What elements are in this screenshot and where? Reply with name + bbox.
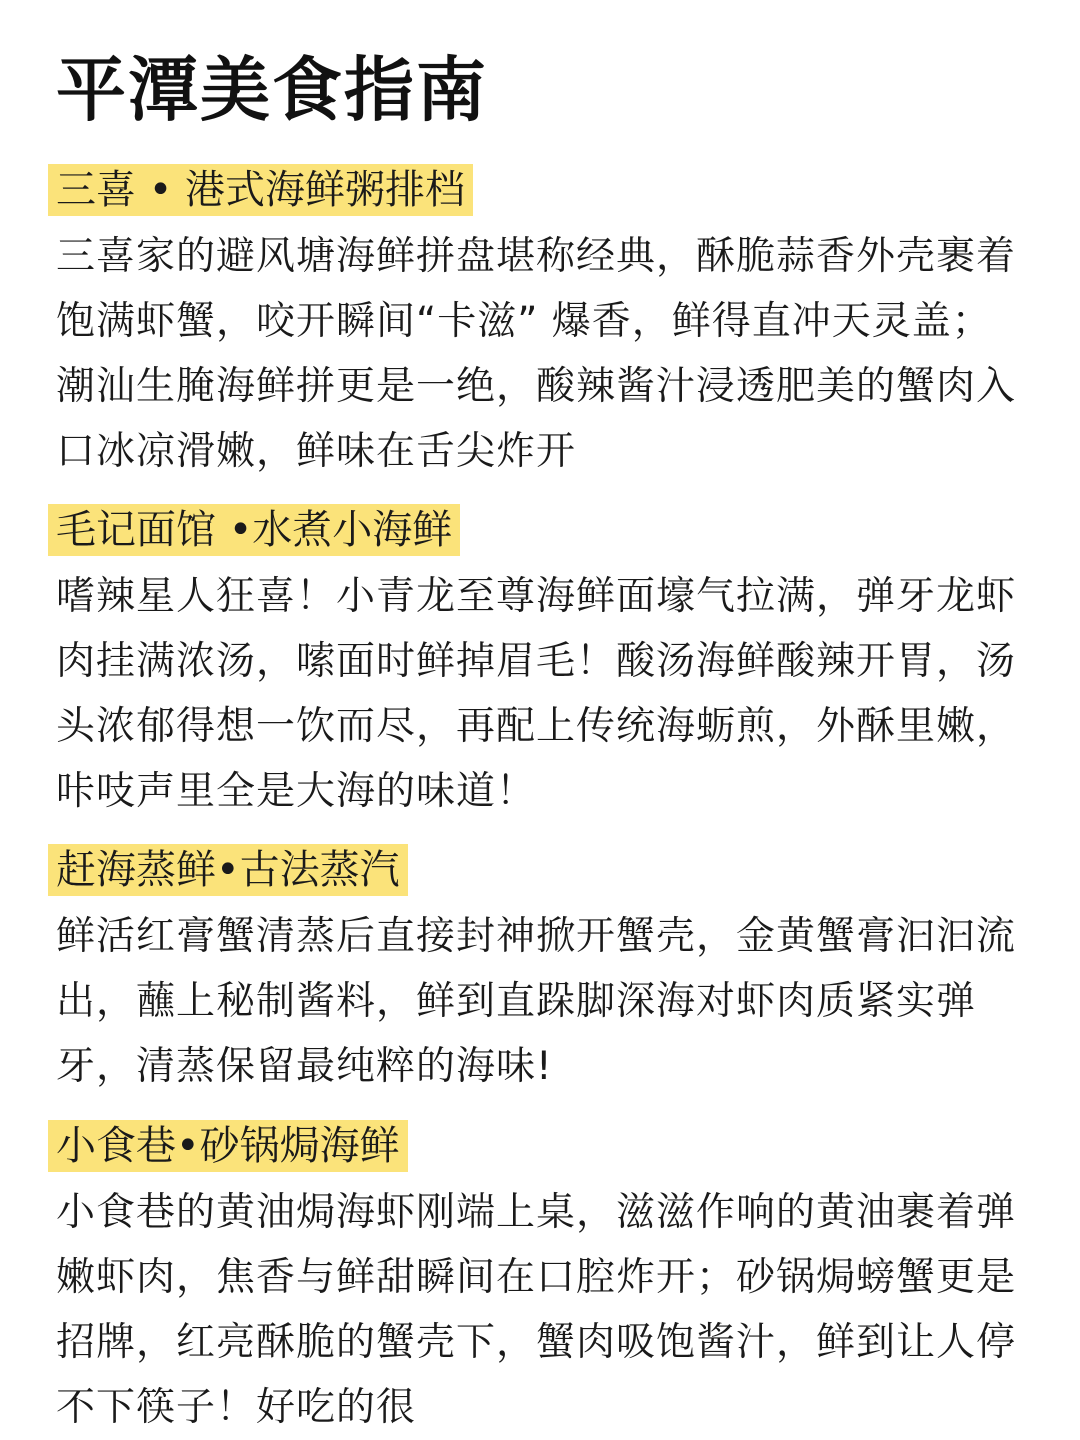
section-body-xiaoshixiang: 小食巷的黄油焗海虾刚端上桌，滋滋作响的黄油裹着弹嫩虾肉，焦香与鲜甜瞬间在口腔炸开；砂锅焗螃蟹更是招牌，红亮酥脆的蟹壳下，蟹肉吸饱酱汁，鲜到让人停不下筷子！好吃的很 [56,1190,1017,1430]
section-heading-sanxi: 三喜 • 港式海鲜粥排档 [48,164,473,216]
section-body-maoji: 嗜辣星人狂喜！小青龙至尊海鲜面壕气拉满，弹牙龙虾肉挂满浓汤，嗦面时鲜掉眉毛！酸汤海鲜酸辣开胃，汤头浓郁得想一饮而尽，再配上传统海蛎煎，外酥里嫩，咔吱声里全是大海的味道！ [56,574,1017,814]
section-body-ganhai: 鲜活红膏蟹清蒸后直接封神掀开蟹壳，金黄蟹膏汩汩流出，蘸上秘制酱料，鲜到直跺脚深海对虾肉质紧实弹牙，清蒸保留最纯粹的海味! [56,914,1017,1089]
section-heading-xiaoshixiang: 小食巷•砂锅焗海鲜 [48,1120,408,1172]
section-heading-maoji: 毛记面馆 •水煮小海鲜 [48,504,460,556]
page-title: 平潭美食指南 [56,49,488,131]
section-heading-ganhai: 赶海蒸鲜•古法蒸汽 [48,844,408,896]
section-body-sanxi: 三喜家的避风塘海鲜拼盘堪称经典，酥脆蒜香外壳裹着饱满虾蟹，咬开瞬间“卡滋” 爆香，鲜得直冲天灵盖；潮汕生腌海鲜拼更是一绝，酸辣酱汁浸透肥美的蟹肉入口冰凉滑嫩，鲜味在舌尖炸开 [56,234,1017,474]
